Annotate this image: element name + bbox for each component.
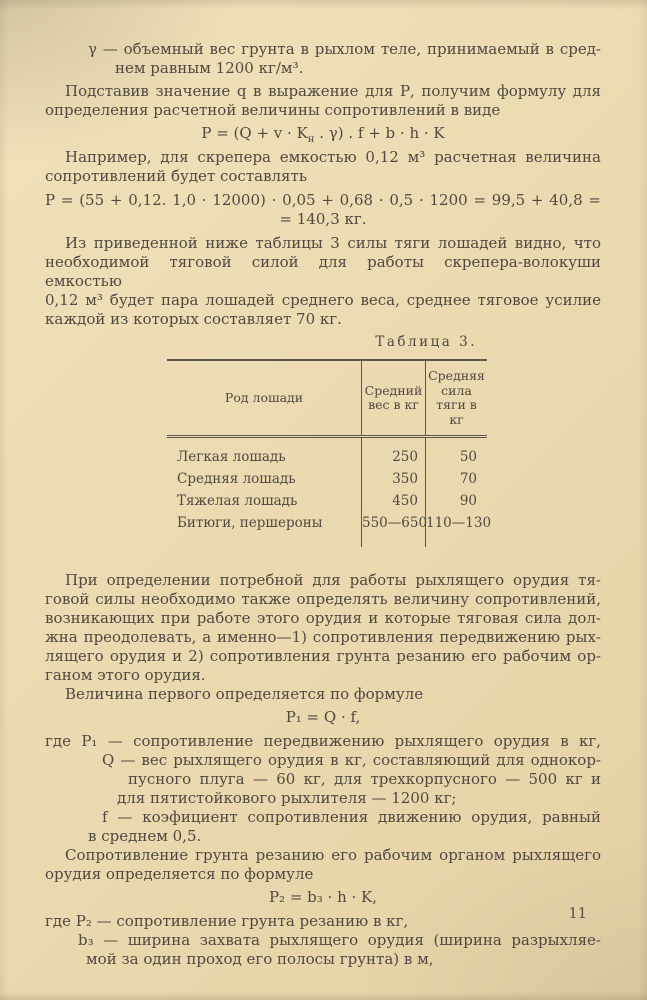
definition-q-line-2: пусного плуга — 60 кг, для трехкорпусного — 500 кг и	[128, 770, 601, 788]
cell-horse-type: Тяжелая лошадь	[177, 492, 298, 509]
formula-p1: Р₁ = Q · f,	[285, 708, 361, 726]
para-substitute-line-1: Подставив значение q в выражение для Р, получим формулу для	[65, 82, 601, 100]
cell-force: 90	[426, 490, 488, 512]
definition-q-line-3: для пятистойкового рыхлителя — 1200 кг;	[117, 789, 457, 807]
header-average-force: Средняя сила тяги в кг	[426, 360, 488, 437]
page-number: 11	[568, 906, 587, 922]
para-ripper-line-6: ганом этого орудия.	[45, 666, 206, 684]
horse-table-wrapper	[167, 333, 492, 547]
para-substitute-line-2: определения расчетной величины сопротивлений в виде	[45, 101, 501, 119]
table-row	[167, 437, 487, 469]
cell-force: 70	[426, 468, 488, 490]
para-ripper-line-3: возникающих при работе этого орудия и которые тяговая сила дол-	[45, 609, 601, 627]
horse-traction-table	[167, 359, 492, 547]
definition-q-line-1: Q — вес рыхлящего орудия в кг, составляющий для однокор-	[102, 751, 601, 769]
table-row	[167, 468, 487, 490]
definition-b3-line-1: b₃ — ширина захвата рыхлящего орудия (ширина разрыхляе-	[78, 931, 601, 949]
cell-horse-type: Легкая лошадь	[177, 448, 286, 465]
table-caption: Таблица 3.	[375, 334, 477, 350]
cell-horse-type: Средняя лошадь	[177, 470, 296, 487]
definition-f-line-2: в среднем 0,5.	[88, 827, 202, 845]
para-table-intro-line-1: Из приведенной ниже таблицы 3 силы тяги лошадей видно, что	[65, 234, 601, 252]
para-ripper-line-1: При определении потребной для работы рыхлящего орудия тя-	[65, 571, 601, 589]
gamma-definition-line-2: нем равным 1200 кг/м³.	[115, 59, 304, 77]
header-horse-type: Род лошади	[167, 360, 362, 437]
formula-example-line-2: = 140,3 кг.	[279, 210, 367, 228]
para-ripper-line-4: жна преодолевать, а именно—1) сопротивления передвижению рых-	[45, 628, 601, 646]
table-rule-extension	[167, 534, 487, 547]
table-header	[167, 360, 487, 437]
para-cutting-line-1: Сопротивление грунта резанию его рабочим органом рыхлящего	[65, 846, 601, 864]
para-first-value: Величина первого определяется по формуле	[65, 685, 424, 703]
page-text-block	[45, 40, 601, 969]
cell-weight: 550—650	[362, 512, 426, 534]
table-row	[167, 490, 487, 512]
formula-general	[45, 124, 601, 143]
para-example-line-1: Например, для скрепера емкостью 0,12 м³ расчетная величина	[65, 148, 601, 166]
table-body	[167, 437, 492, 548]
table-row	[167, 512, 487, 534]
formula-example-line-1: Р = (55 + 0,12. 1,0 · 12000) · 0,05 + 0,68 · 0,5 · 1200 = 99,5 + 40,8 =	[45, 191, 601, 209]
cell-weight: 250	[362, 437, 426, 469]
para-table-intro-line-3: 0,12 м³ будет пара лошадей среднего веса, среднее тяговое усилие	[45, 291, 601, 309]
formula-general-pre: Р = (Q + v · K	[201, 124, 308, 142]
para-example-line-2: сопротивлений будет составлять	[45, 167, 307, 185]
formula-p2: Р₂ = b₃ · h · K,	[268, 888, 378, 906]
definition-p1: где Р₁ — сопротивление передвижению рыхлящего орудия в кг,	[45, 732, 601, 750]
definition-p2: где Р₂ — сопротивление грунта резанию в кг,	[45, 912, 409, 930]
gamma-definition-line-1: γ — объемный вес грунта в рыхлом теле, принимаемый в сред-	[88, 40, 601, 58]
cell-force: 50	[426, 437, 488, 469]
formula-general-subscript: н	[307, 134, 315, 145]
cell-force: 110—130	[426, 512, 488, 534]
definition-f-line-1: f — коэфициент сопротивления движению орудия, равный	[102, 808, 601, 826]
para-ripper-line-2: говой силы необходимо также определять величину сопротивлений,	[45, 590, 601, 608]
cell-horse-type: Битюги, першероны	[177, 514, 323, 531]
para-cutting-line-2: орудия определяется по формуле	[45, 865, 314, 883]
para-table-intro-line-4: каждой из которых составляет 70 кг.	[45, 310, 342, 328]
formula-general-post: . γ) . f + b · h · K	[314, 124, 445, 142]
header-average-weight: Средний вес в кг	[362, 360, 426, 437]
para-ripper-line-5: лящего орудия и 2) сопротивления грунта резанию его рабочим ор-	[45, 647, 601, 665]
cell-weight: 450	[362, 490, 426, 512]
cell-weight: 350	[362, 468, 426, 490]
definition-b3-line-2: мой за один проход его полосы грунта) в м,	[86, 950, 434, 968]
para-table-intro-line-2: необходимой тяговой силой для работы скрепера-волокуши емкостью	[45, 253, 601, 290]
